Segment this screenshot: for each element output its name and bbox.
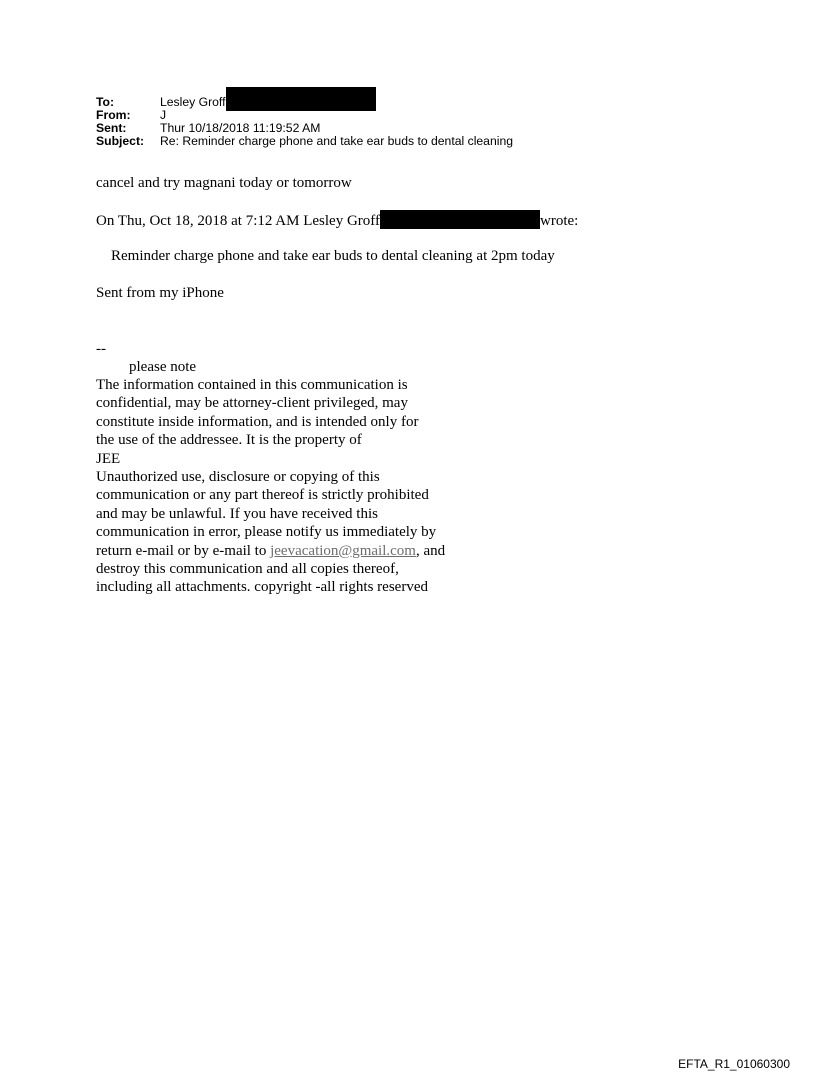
to-label: To:	[96, 95, 115, 109]
sent-value: Thur 10/18/2018 11:19:52 AM	[160, 121, 321, 135]
subject-value: Re: Reminder charge phone and take ear buds to dental cleaning	[160, 134, 513, 148]
disclaimer-body	[96, 376, 445, 597]
disclaimer-line: and may be unlawful. If you have received this	[96, 505, 378, 522]
disclaimer-line: confidential, may be attorney-client privileged, may	[96, 395, 408, 412]
quoted-message: Reminder charge phone and take ear buds to dental cleaning at 2pm today	[111, 248, 555, 264]
disclaimer-separator: --	[96, 341, 106, 357]
quote-intro-start: On Thu, Oct 18, 2018 at 7:12 AM Lesley Groff	[96, 213, 380, 229]
disclaimer-line: communication in error, please notify us immediately by	[96, 524, 437, 541]
disclaimer-line: the use of the addressee. It is the property of	[96, 432, 362, 449]
disclaimer-note: please note	[129, 359, 197, 375]
to-value: Lesley Groff	[160, 95, 226, 109]
disclaimer-line: destroy this communication and all copies thereof,	[96, 561, 399, 578]
redaction-box-to	[226, 87, 376, 111]
email-line-prefix: return e-mail or by e-mail to	[96, 542, 271, 559]
subject-label: Subject:	[96, 134, 145, 148]
quote-intro	[96, 210, 578, 230]
email-link[interactable]: jeevacation@gmail.com	[270, 542, 416, 559]
disclaimer-line: Unauthorized use, disclosure or copying of this	[96, 469, 380, 486]
redaction-box-quote	[380, 210, 540, 229]
reply-text: cancel and try magnani today or tomorrow	[96, 175, 352, 191]
to-row	[96, 96, 513, 109]
quote-intro-end: wrote:	[540, 213, 579, 229]
disclaimer-line: The information contained in this communication is	[96, 377, 408, 393]
disclaimer-email-line	[96, 542, 445, 560]
from-value: J	[160, 108, 167, 122]
from-label: From:	[96, 108, 131, 122]
signature: Sent from my iPhone	[96, 285, 224, 301]
sent-label: Sent:	[96, 121, 127, 135]
disclaimer-line: communication or any part thereof is strictly prohibited	[96, 487, 429, 504]
disclaimer-line: including all attachments. copyright -all rights reserved	[96, 579, 428, 596]
email-header	[96, 96, 513, 148]
document-id: EFTA_R1_01060300	[678, 1057, 790, 1071]
disclaimer-line: constitute inside information, and is intended only for	[96, 413, 419, 430]
disclaimer-line: JEE	[96, 450, 121, 467]
email-line-suffix: , and	[415, 542, 446, 559]
subject-row	[96, 135, 513, 148]
